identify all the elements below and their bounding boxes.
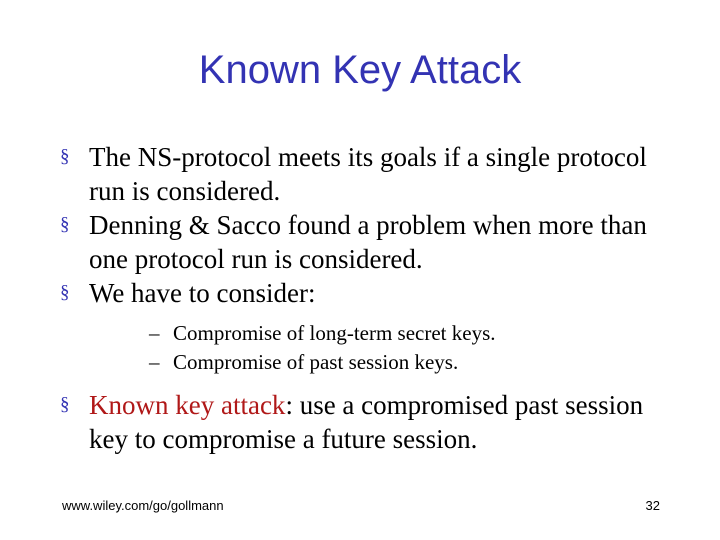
bullet-item [60, 276, 680, 377]
bullet-text: : use a compromised past session key to compromise a future session. [89, 390, 644, 454]
sub-bullet-text: Compromise of past session keys. [173, 350, 459, 374]
dash-marker-icon: – [149, 321, 160, 345]
bullet-marker-icon: § [60, 282, 70, 303]
bullet-item [60, 208, 680, 276]
bullet-item [60, 388, 680, 456]
bullet-list [60, 140, 680, 456]
bullet-text: The NS-protocol meets its goals if a single protocol run is considered. [89, 142, 647, 206]
bullet-marker-icon: § [60, 146, 70, 167]
page-number: 32 [645, 498, 660, 513]
sub-bullet-item [149, 319, 680, 348]
bullet-marker-icon: § [60, 214, 70, 235]
footer-url: www.wiley.com/go/gollmann [62, 498, 224, 513]
dash-marker-icon: – [149, 350, 160, 374]
bullet-item [60, 140, 680, 208]
sub-bullet-text: Compromise of long-term secret keys. [173, 321, 496, 345]
bullet-marker-icon: § [60, 394, 70, 415]
bullet-text: Denning & Sacco found a problem when more than one protocol run is considered. [89, 210, 647, 274]
highlighted-term: Known key attack [89, 390, 286, 420]
sub-bullet-item [149, 348, 680, 377]
sub-bullet-list [89, 319, 680, 377]
slide-title: Known Key Attack [198, 48, 522, 92]
bullet-text: We have to consider: [89, 278, 316, 308]
